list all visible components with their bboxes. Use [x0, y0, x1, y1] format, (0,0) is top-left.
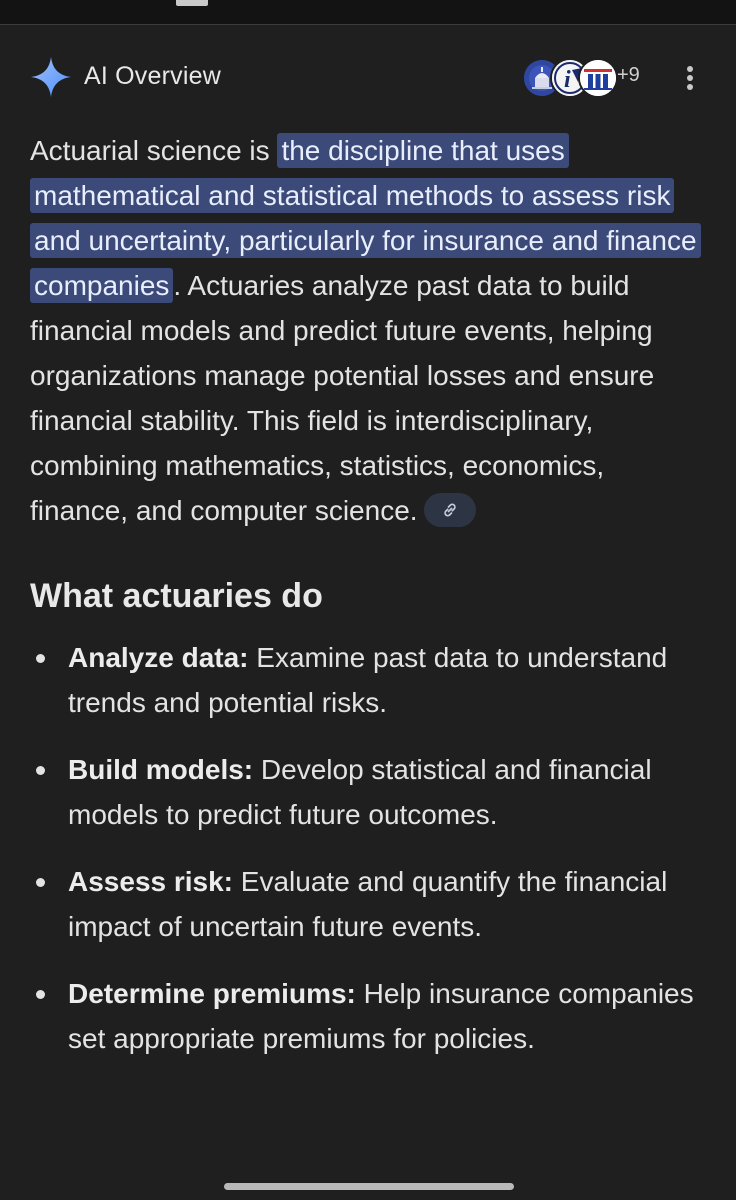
- intro-body: . Actuaries analyze past data to build financial models and predict future events, helping organizations manage potential losses and ensure financial stability. This field is interdisciplinary, combining mathematics, statistics, economics, finance, and computer science.: [30, 270, 655, 526]
- bullet-icon: [36, 766, 45, 775]
- top-bar: [0, 0, 736, 25]
- intro-paragraph: [30, 128, 710, 533]
- list-item: [30, 859, 710, 949]
- section-heading: What actuaries do: [30, 577, 323, 615]
- source-avatar-iii[interactable]: [578, 58, 618, 98]
- list-item: [30, 971, 710, 1061]
- bullet-icon: [36, 990, 45, 999]
- list-item-term: Build models:: [68, 754, 254, 785]
- ai-overview-title: AI Overview: [84, 62, 221, 90]
- tab-indicator: [176, 0, 208, 6]
- actuary-tasks-list: [30, 635, 710, 1061]
- link-icon: [441, 501, 459, 519]
- ai-overview-header: [0, 50, 736, 106]
- home-gesture-handle[interactable]: [224, 1183, 514, 1190]
- list-item-term: Analyze data:: [68, 642, 249, 673]
- intro-lead: Actuarial science is: [30, 135, 278, 166]
- sparkle-icon: [30, 56, 72, 98]
- list-item-text: Evaluate and quantify the financial impact of uncertain future events.: [68, 866, 668, 942]
- svg-text:i: i: [564, 67, 571, 93]
- bullet-icon: [36, 654, 45, 663]
- link-chip[interactable]: [424, 493, 476, 527]
- bullet-icon: [36, 878, 45, 887]
- more-sources-count[interactable]: +9: [617, 64, 640, 86]
- overview-content: [30, 128, 710, 1083]
- source-avatars[interactable]: [522, 58, 622, 98]
- more-vert-icon[interactable]: [678, 64, 702, 92]
- list-item: [30, 747, 710, 837]
- list-item-term: Assess risk:: [68, 866, 234, 897]
- list-item-text: Examine past data to understand trends and potential risks.: [68, 642, 668, 718]
- list-item-term: Determine premiums:: [68, 978, 356, 1009]
- highlighted-definition[interactable]: the discipline that uses mathematical and statistical methods to assess risk and uncertainty, particularly for insurance and finance companies: [30, 133, 701, 303]
- list-item: [30, 635, 710, 725]
- list-item-text: Help insurance companies set appropriate premiums for policies.: [68, 978, 694, 1054]
- list-item-text: Develop statistical and financial models to predict future outcomes.: [68, 754, 652, 830]
